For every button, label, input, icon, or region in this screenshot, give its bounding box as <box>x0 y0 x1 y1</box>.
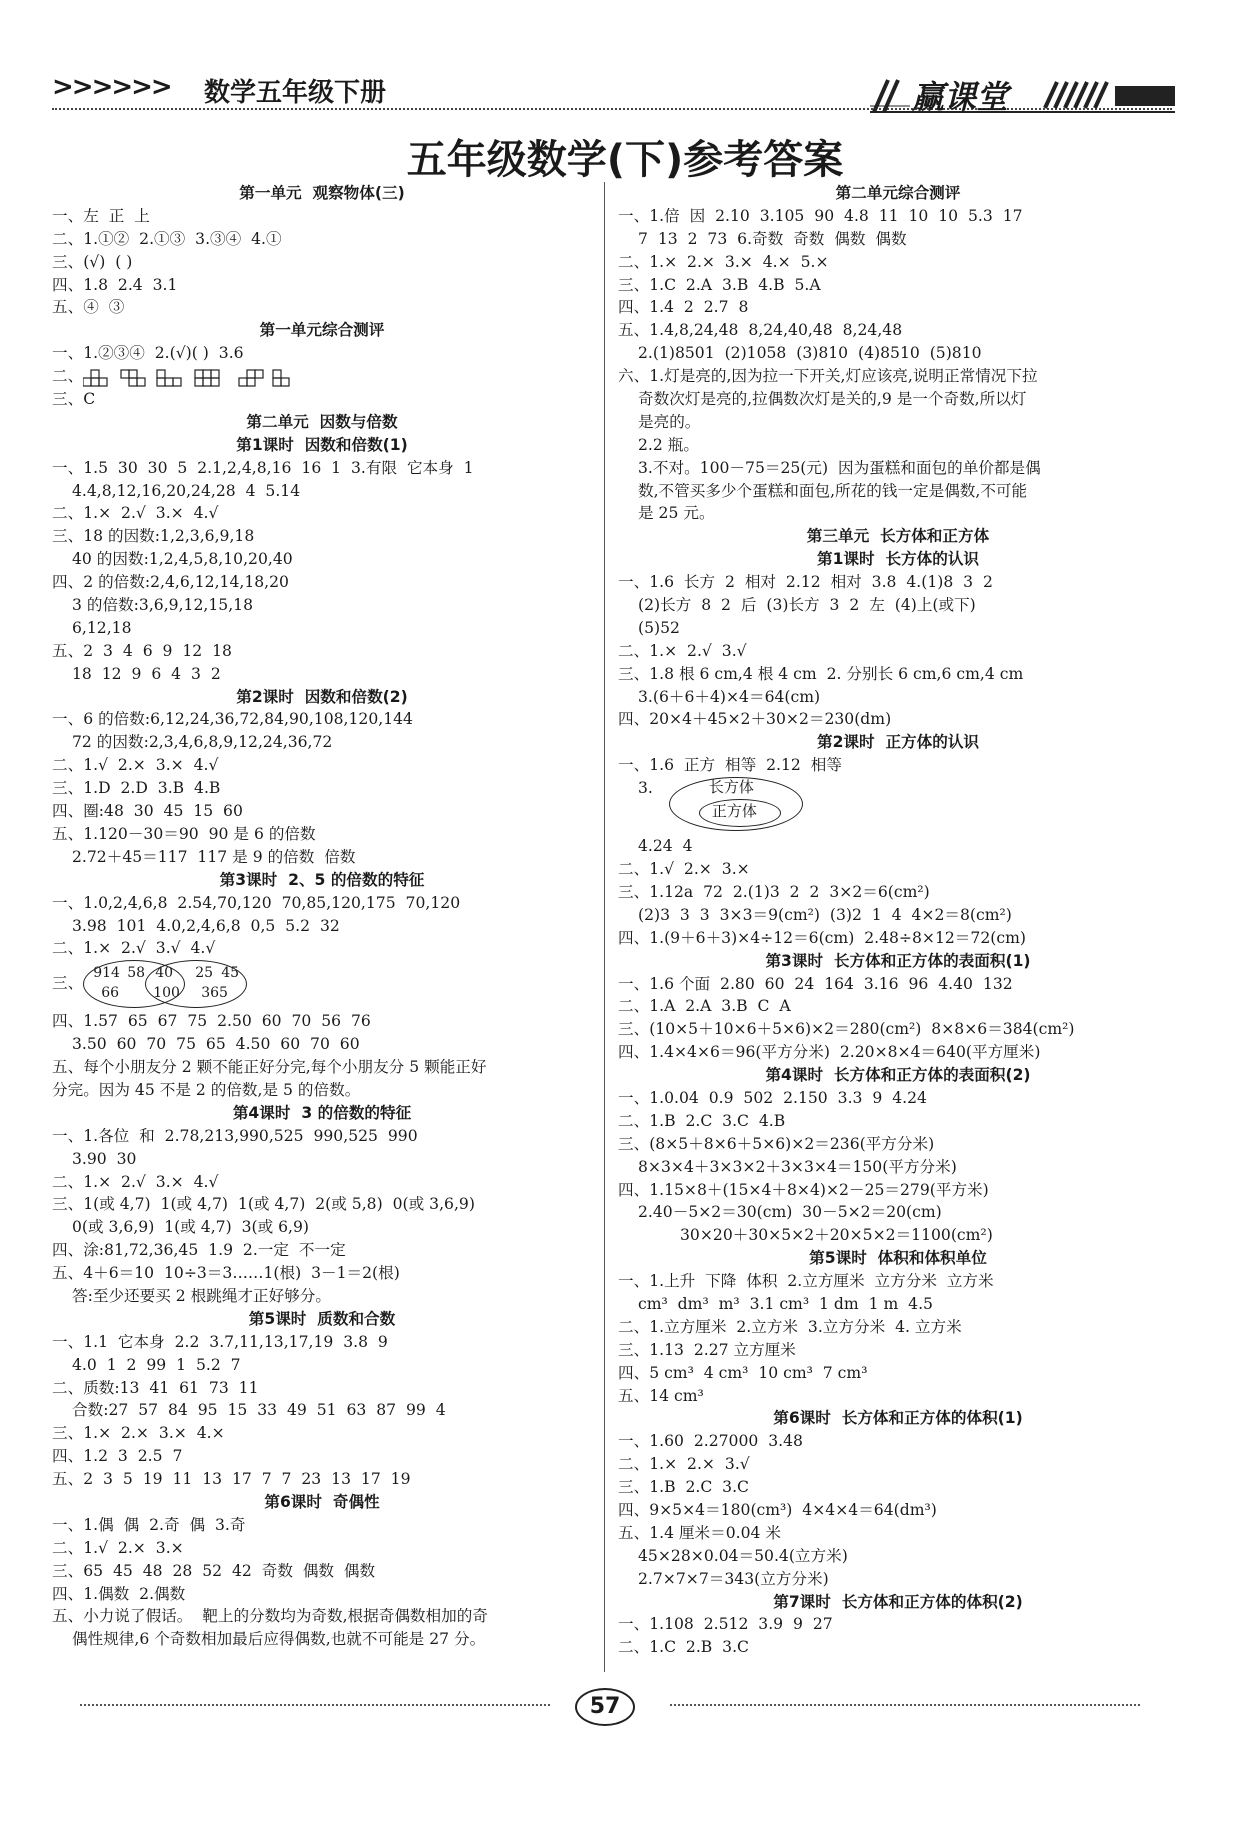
answer-line: 四、9×5×4＝180(cm³) 4×4×4＝64(dm³) <box>618 1500 937 1519</box>
answer-line: 一、1.1 它本身 2.2 3.7,11,13,17,19 3.8 9 <box>52 1332 388 1351</box>
answer-line: 一、1.108 2.512 3.9 9 27 <box>618 1615 833 1634</box>
answer-line: 一、1.6 长方 2 相对 2.12 相对 3.8 4.(1)8 3 2 <box>618 573 993 592</box>
section-heading: 第1课时 因数和倍数(1) <box>236 435 408 454</box>
section-heading: 第3课时 长方体和正方体的表面积(1) <box>765 951 1031 970</box>
answer-line: 3.98 101 4.0,2,4,6,8 0,5 5.2 32 <box>72 916 340 935</box>
answer-line: 四、1.2 3 2.5 7 <box>52 1447 183 1466</box>
arrows-icon: >>>>>> <box>52 72 171 102</box>
answer-line: 四、涂:81,72,36,45 1.9 2.一定 不一定 <box>52 1241 346 1260</box>
section-heading: 第2课时 正方体的认识 <box>816 733 980 752</box>
venn-number: 365 <box>201 985 228 1002</box>
answer-line: 三、1.C 2.A 3.B 4.B 5.A <box>618 275 821 294</box>
venn-number: 914 <box>93 965 120 982</box>
answer-line: 二、1.× 2.× 3.√ <box>618 1455 750 1474</box>
answer-line: 奇数次灯是亮的,拉偶数次灯是关的,9 是一个奇数,所以灯 <box>638 390 1027 409</box>
answer-line: 8×3×4＋3×3×2＋3×3×4＝150(平方分米) <box>638 1157 957 1176</box>
answer-line: 一、1.60 2.27000 3.48 <box>618 1432 803 1451</box>
answer-line: 30×20＋30×5×2＋20×5×2＝1100(cm²) <box>680 1226 993 1245</box>
answer-line: 四、1.8 2.4 3.1 <box>52 275 178 294</box>
answer-line: 二、1.B 2.C 3.C 4.B <box>618 1111 786 1130</box>
answer-line: 四、圈:48 30 45 15 60 <box>52 802 243 821</box>
answer-line: 五、4＋6＝10 10÷3＝3……1(根) 3－1＝2(根) <box>52 1264 400 1283</box>
answer-line: 3 的倍数:3,6,9,12,15,18 <box>72 596 253 615</box>
answer-line: 6,12,18 <box>72 618 132 637</box>
answer-line: 一、1.②③④ 2.(√)( ) 3.6 <box>52 344 244 363</box>
answer-line: 三、1.8 根 6 cm,4 根 4 cm 2. 分别长 6 cm,6 cm,4 cm <box>618 664 1024 683</box>
answer-prefix: 二、 <box>52 367 84 386</box>
answer-line: 2.(1)8501 (2)1058 (3)810 (4)8510 (5)810 <box>638 344 982 363</box>
answer-prefix: 三、 <box>52 974 84 993</box>
section-heading: 第4课时 3 的倍数的特征 <box>232 1103 412 1122</box>
column-divider <box>604 182 605 1672</box>
venn-number: 25 <box>195 965 214 982</box>
answer-line: 0(或 3,6,9) 1(或 4,7) 3(或 6,9) <box>72 1218 310 1237</box>
answer-line: 一、1.0.04 0.9 502 2.150 3.3 9 4.24 <box>618 1088 927 1107</box>
answer-line: (2)3 3 3 3×3＝9(cm²) (3)2 1 4 4×2＝8(cm²) <box>638 905 1012 924</box>
answer-line: 2.2 瓶。 <box>638 435 699 454</box>
answer-line: 二、1.× 2.√ 3.× 4.√ <box>52 504 219 523</box>
venn-number: 66 <box>101 985 120 1002</box>
section-heading: 第一单元 观察物体(三) <box>239 184 405 202</box>
answer-line: 三、1.13 2.27 立方厘米 <box>618 1340 796 1359</box>
answer-line: 一、1.偶 偶 2.奇 偶 3.奇 <box>52 1515 246 1534</box>
venn-number: 40 <box>155 965 174 982</box>
answer-line: 四、1.偶数 2.偶数 <box>52 1584 186 1603</box>
answer-line: 二、质数:13 41 61 73 11 <box>52 1378 259 1397</box>
answer-line: 45×28×0.04＝50.4(立方米) <box>638 1546 848 1565</box>
answer-line: 偶性规律,6 个奇数相加最后应得偶数,也就不可能是 27 分。 <box>72 1630 486 1649</box>
section-heading: 第3课时 2、5 的倍数的特征 <box>219 870 425 889</box>
footer-rule-right <box>670 1704 1140 1706</box>
answer-line: 2.7×7×7＝343(立方分米) <box>638 1569 829 1588</box>
answer-line: 三、18 的因数:1,2,3,6,9,18 <box>52 527 255 546</box>
answer-line: 72 的因数:2,3,4,6,8,9,12,24,36,72 <box>72 733 333 752</box>
page-number: 57 <box>575 1688 635 1726</box>
answer-line: 4.0 1 2 99 1 5.2 7 <box>72 1355 241 1374</box>
brand-logo <box>870 72 1175 116</box>
answer-line: 三、(8×5＋8×6＋5×6)×2＝236(平方分米) <box>618 1134 935 1153</box>
section-heading: 第6课时 长方体和正方体的体积(1) <box>773 1409 1023 1428</box>
answer-line: 一、1.0,2,4,6,8 2.54,70,120 70,85,120,175 70,120 <box>52 893 461 912</box>
answer-line: 二、1.× 2.√ 3.× 4.√ <box>52 1172 219 1191</box>
answer-line: 3.(6＋6＋4)×4＝64(cm) <box>638 687 821 706</box>
answer-line: 四、20×4＋45×2＋30×2＝230(dm) <box>618 710 892 729</box>
answer-line: 分完。因为 45 不是 2 的倍数,是 5 的倍数。 <box>52 1080 361 1099</box>
venn-number: 45 <box>221 965 240 982</box>
section-heading: 第5课时 质数和合数 <box>248 1309 396 1328</box>
answer-line: 3.90 30 <box>72 1149 137 1168</box>
answer-line: 二、1.√ 2.× 3.× <box>618 860 750 879</box>
section-heading: 第6课时 奇偶性 <box>264 1492 380 1511</box>
answer-line: 六、1.灯是亮的,因为拉一下开关,灯应该亮,说明正常情况下拉 <box>618 367 1038 386</box>
answer-line: 四、1.57 65 67 75 2.50 60 70 56 76 <box>52 1012 371 1031</box>
answer-line: 四、5 cm³ 4 cm³ 10 cm³ 7 cm³ <box>618 1363 868 1382</box>
section-heading: 第7课时 长方体和正方体的体积(2) <box>773 1592 1023 1611</box>
answer-line: 四、1.4 2 2.7 8 <box>618 298 749 317</box>
section-heading: 第二单元 因数与倍数 <box>246 412 398 431</box>
subject-label: 数学五年级下册 <box>204 78 387 108</box>
answer-line: 一、1.倍 因 2.10 3.105 90 4.8 11 10 10 5.3 17 <box>618 206 1023 225</box>
answer-line: 二、1.× 2.√ 3.√ <box>618 641 747 660</box>
answer-line: 3.不对。100－75＝25(元) 因为蛋糕和面包的单价都是偶 <box>638 458 1041 477</box>
answer-line: 三、1.12a 72 2.(1)3 2 2 3×2＝6(cm²) <box>618 882 930 901</box>
answer-line: 五、1.4,8,24,48 8,24,40,48 8,24,48 <box>618 321 903 340</box>
page-footer <box>80 1688 1140 1728</box>
answer-line: 答:至少还要买 2 根跳绳才正好够分。 <box>72 1286 331 1305</box>
answer-line: 一、1.上升 下降 体积 2.立方厘米 立方分米 立方米 <box>618 1272 994 1291</box>
answer-line: 40 的因数:1,2,4,5,8,10,20,40 <box>72 550 293 569</box>
venn-diagram <box>83 960 253 1008</box>
answer-line: (5)52 <box>638 618 680 637</box>
answer-line: 二、1.C 2.B 3.C <box>618 1638 749 1657</box>
answer-line: 三、(√) ( ) <box>52 252 133 271</box>
answer-line: 五、14 cm³ <box>618 1386 704 1405</box>
answer-line: 四、1.(9＋6＋3)×4÷12＝6(cm) 2.48÷8×12＝72(cm) <box>618 928 1026 947</box>
answer-line: 4.24 4 <box>638 837 693 856</box>
answer-line: 四、1.4×4×6＝96(平方分米) 2.20×8×4＝640(平方厘米) <box>618 1043 1041 1062</box>
brand-text: 赢课堂 <box>912 78 1009 116</box>
answer-line: 数,不管买多少个蛋糕和面包,所花的钱一定是偶数,不可能 <box>638 481 1028 500</box>
answer-line: 四、1.15×8＋(15×4＋8×4)×2－25＝279(平方米) <box>618 1180 989 1199</box>
answer-line: 一、1.6 正方 相等 2.12 相等 <box>618 756 842 775</box>
answer-line: 4.4,8,12,16,20,24,28 4 5.14 <box>72 481 301 500</box>
answer-line: 三、1.D 2.D 3.B 4.B <box>52 779 221 798</box>
outer-label: 长方体 <box>708 778 754 797</box>
answer-line: 是亮的。 <box>638 412 701 431</box>
answer-line: 7 13 2 73 6.奇数 奇数 偶数 偶数 <box>638 229 907 248</box>
answer-line: 三、1.B 2.C 3.C <box>618 1478 749 1497</box>
answer-line: 五、每个小朋友分 2 颗不能正好分完,每个小朋友分 5 颗能正好 <box>52 1058 487 1077</box>
answer-line: 三、C <box>52 390 96 409</box>
answer-line: 2.72＋45＝117 117 是 9 的倍数 倍数 <box>72 847 356 866</box>
left-column <box>52 182 592 1651</box>
answer-line: cm³ dm³ m³ 3.1 cm³ 1 dm 1 m 4.5 <box>638 1294 933 1313</box>
footer-rule-left <box>80 1704 550 1706</box>
answer-line: 五、2 3 5 19 11 13 17 7 7 23 13 17 19 <box>52 1470 411 1489</box>
answer-line: 五、1.120－30＝90 90 是 6 的倍数 <box>52 824 316 843</box>
cuboid-cube-diagram <box>669 777 809 831</box>
answer-line: 三、1.× 2.× 3.× 4.× <box>52 1424 225 1443</box>
answer-line: 四、2 的倍数:2,4,6,12,14,18,20 <box>52 573 289 592</box>
answer-line: 一、1.5 30 30 5 2.1,2,4,8,16 16 1 3.有限 它本身 1 <box>52 458 474 477</box>
answer-line: (2)长方 8 2 后 (3)长方 3 2 左 (4)上(或下) <box>638 596 976 615</box>
answer-line: 合数:27 57 84 95 15 33 49 51 63 87 99 4 <box>72 1401 446 1420</box>
answer-line: 3.50 60 70 75 65 4.50 60 70 60 <box>72 1035 360 1054</box>
right-column <box>618 182 1178 1659</box>
section-heading: 第二单元综合测评 <box>835 184 961 202</box>
answer-line: 2.40－5×2＝30(cm) 30－5×2＝20(cm) <box>638 1203 942 1222</box>
section-heading: 第2课时 因数和倍数(2) <box>236 687 408 706</box>
section-heading: 第4课时 长方体和正方体的表面积(2) <box>765 1066 1031 1085</box>
venn-number: 100 <box>153 985 180 1002</box>
answer-line: 一、左 正 上 <box>52 206 150 225</box>
answer-line <box>52 365 592 388</box>
answer-line: 二、1.①② 2.①③ 3.③④ 4.① <box>52 229 282 248</box>
page-title: 五年级数学(下)参考答案 <box>406 137 844 183</box>
answer-line: 三、1(或 4,7) 1(或 4,7) 1(或 4,7) 2(或 5,8) 0(或 3,6,9) <box>52 1195 475 1214</box>
answer-line: 一、6 的倍数:6,12,24,36,72,84,90,108,120,144 <box>52 710 413 729</box>
section-heading: 第一单元综合测评 <box>259 321 385 340</box>
answer-line: 二、1.A 2.A 3.B C A <box>618 997 791 1016</box>
venn-number: 58 <box>127 965 146 982</box>
answer-line: 一、1.6 个面 2.80 60 24 164 3.16 96 4.40 132 <box>618 974 1013 993</box>
answer-prefix: 3. <box>638 779 653 798</box>
answer-line: 五、小力说了假话。 靶上的分数均为奇数,根据奇偶数相加的奇 <box>52 1607 488 1626</box>
answer-line: 二、1.立方厘米 2.立方米 3.立方分米 4. 立方米 <box>618 1317 962 1336</box>
answer-line: 二、1.√ 2.× 3.× <box>52 1538 184 1557</box>
answer-line <box>52 960 592 1010</box>
answer-line: 五、④ ③ <box>52 298 125 317</box>
answer-line: 二、1.√ 2.× 3.× 4.√ <box>52 756 219 775</box>
answer-line <box>618 777 1178 835</box>
answer-line: 是 25 元。 <box>638 504 715 523</box>
answer-line: 五、1.4 厘米＝0.04 米 <box>618 1523 781 1542</box>
answer-line: 三、(10×5＋10×6＋5×6)×2＝280(cm²) 8×8×6＝384(cm²) <box>618 1020 1075 1039</box>
answer-line: 18 12 9 6 4 3 2 <box>72 664 221 683</box>
answer-line: 三、65 45 48 28 52 42 奇数 偶数 偶数 <box>52 1561 376 1580</box>
section-heading: 第三单元 长方体和正方体 <box>806 527 990 546</box>
answer-line: 二、1.× 2.× 3.× 4.× 5.× <box>618 252 829 271</box>
answer-line: 二、1.× 2.√ 3.√ 4.√ <box>52 939 216 958</box>
inner-label: 正方体 <box>711 802 757 821</box>
cube-views-icon <box>83 366 293 388</box>
answer-line: 五、2 3 4 6 9 12 18 <box>52 641 232 660</box>
section-heading: 第5课时 体积和体积单位 <box>809 1249 987 1268</box>
answer-line: 一、1.各位 和 2.78,213,990,525 990,525 990 <box>52 1126 418 1145</box>
section-heading: 第1课时 长方体的认识 <box>816 550 980 569</box>
